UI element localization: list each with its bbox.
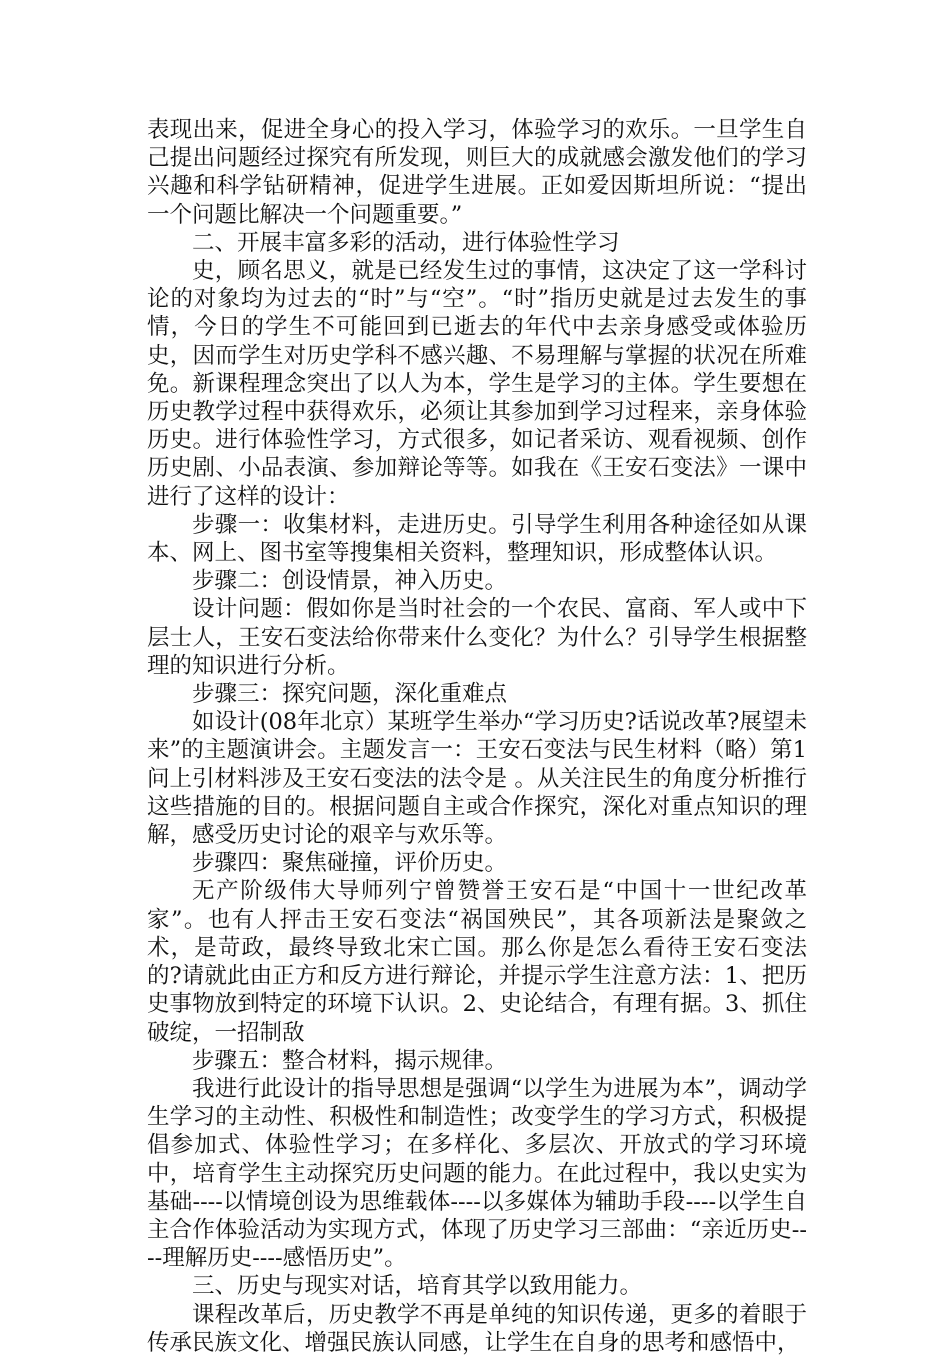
paragraph-debate: 无产阶级伟大导师列宁曾赞誉王安石是“中国十一世纪改革家”。也有人抨击王安石变法“祸国殃民”，其各项新法是聚敛之术，是苛政，最终导致北宋亡国。那么你是怎么看待王安石变法的?请就此由正方和反方进行辩论，并提示学生注意方法：1、把历史事物放到特定的环境下认识。2、史论结合，有理有据。3、抓住破绽，一招制敌 — [147, 878, 807, 1046]
paragraph-exam-example: 如设计(08年北京）某班学生举办“学习历史?话说改革?展望未来”的主题演讲会。主题发言一：王安石变法与民生材料（略）第1问上引材料涉及王安石变法的法令是 。从关注民生的角度分析推行这些措施的目的。根据问题自主或合作探究，深化对重点知识的理解，感受历史讨论的艰辛与欢乐等。 — [147, 709, 807, 849]
paragraph-curriculum-reform: 课程改革后，历史教学不再是单纯的知识传递，更多的着眼于传承民族文化、增强民族认同感，让学生在自身的思考和感悟中， — [147, 1301, 807, 1356]
paragraph-step-1: 步骤一：收集材料，走进历史。引导学生利用各种途径如从课本、网上、图书室等搜集相关资料，整理知识，形成整体认识。 — [147, 511, 807, 567]
section-heading-3: 三、历史与现实对话，培育其学以致用能力。 — [192, 1273, 643, 1300]
paragraph-step-3: 步骤三：探究问题，深化重难点 — [192, 681, 508, 708]
paragraph-step-2: 步骤二：创设情景，神入历史。 — [192, 568, 508, 595]
document-body — [147, 116, 807, 1357]
paragraph-step-5: 步骤五：整合材料，揭示规律。 — [192, 1047, 508, 1074]
paragraph-design-question: 设计问题：假如你是当时社会的一个农民、富商、军人或中下层士人，王安石变法给你带来什么变化？为什么？引导学生根据整理的知识进行分析。 — [147, 596, 807, 679]
paragraph-intro-continuation: 表现出来，促进全身心的投入学习，体验学习的欢乐。一旦学生自己提出问题经过探究有所发现，则巨大的成就感会激发他们的学习兴趣和科学钻研精神，促进学生进展。正如爱因斯坦所说：“提出一个问题比解决一个问题重要。” — [147, 117, 807, 228]
paragraph-step-4: 步骤四：聚焦碰撞，评价历史。 — [192, 850, 508, 877]
paragraph-guiding-idea: 我进行此设计的指导思想是强调“以学生为进展为本”，调动学生学习的主动性、积极性和制造性；改变学生的学习方式，积极提倡参加式、体验性学习；在多样化、多层次、开放式的学习环境中，培育学生主动探究历史问题的能力。在此过程中，我以史实为基础----以情境创设为思维载体----以多媒体为辅助手段----以学生自主合作体验活动为实现方式，体现了历史学习三部曲：“亲近历史----理解历史----感悟历史”。 — [147, 1075, 807, 1272]
section-heading-2: 二、开展丰富多彩的活动，进行体验性学习 — [192, 229, 620, 256]
paragraph-history-definition: 史，顾名思义，就是已经发生过的事情，这决定了这一学科讨论的对象均为过去的“时”与“空”。“时”指历史就是过去发生的事情，今日的学生不可能回到已逝去的年代中去亲身感受或体验历史，因而学生对历史学科不感兴趣、不易理解与掌握的状况在所难免。新课程理念突出了以人为本，学生是学习的主体。学生要想在历史教学过程中获得欢乐，必须让其参加到学习过程来，亲身体验历史。进行体验性学习，方式很多，如记者采访、观看视频、创作历史剧、小品表演、参加辩论等等。如我在《王安石变法》一课中进行了这样的设计： — [147, 258, 807, 510]
